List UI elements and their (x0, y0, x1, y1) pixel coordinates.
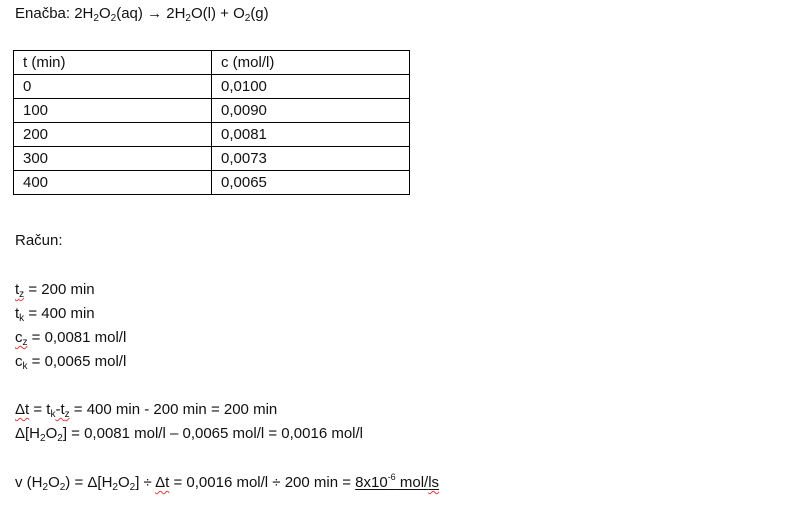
header-concentration: c (mol/l) (212, 51, 410, 75)
cell-time: 100 (14, 99, 212, 123)
cell-concentration: 0,0100 (212, 75, 410, 99)
cell-concentration: 0,0090 (212, 99, 410, 123)
calc-heading: Račun: (15, 232, 63, 249)
given-tz: $t_z = 200$ min (15, 281, 95, 300)
concentration-table (13, 50, 410, 195)
equation-label: Enačba: (15, 5, 71, 22)
cell-time: 0 (14, 75, 212, 99)
header-time: t (min) (14, 51, 212, 75)
delta-c-line: $\Delta[H_2O_2] = 0,0081$ mol/l – 0,0065 mol/l = 0,0016 mol/l (15, 425, 364, 444)
equation-line: Enačba: $2H_2O_2(aq) \to 2H_2O(l) + O_2(g)$ (15, 5, 269, 24)
cell-time: 300 (14, 147, 212, 171)
table-row (14, 75, 410, 99)
reactant-state: (aq) (116, 5, 143, 22)
table-header-row (14, 51, 410, 75)
reaction-arrow-icon: → (147, 5, 163, 22)
delta-t-line: $\Delta t = t_k-t_z = 400$ min - 200 min = 200 min (15, 401, 278, 420)
cell-time: 200 (14, 123, 212, 147)
given-tk: $t_k = 400$ min (15, 305, 95, 324)
rate-line: v $(H_2O_2) = \Delta[H_2O_2] \div \Delta t = 0,0016$ mol/l ÷ 200 $\min = 8x10^{-6}$ mol/ls (15, 472, 440, 493)
table-row (14, 147, 410, 171)
given-cz: $c_z = 0,0081$ mol/l (15, 329, 127, 348)
table-row (14, 123, 410, 147)
cell-concentration: 0,0081 (212, 123, 410, 147)
table-row (14, 171, 410, 195)
table-row (14, 99, 410, 123)
cell-concentration: 0,0065 (212, 171, 410, 195)
given-ck: $c_k = 0,0065$ mol/l (15, 353, 127, 372)
rate-result: $8x10^{-6}$ mol/ls (355, 472, 440, 491)
cell-time: 400 (14, 171, 212, 195)
cell-concentration: 0,0073 (212, 147, 410, 171)
